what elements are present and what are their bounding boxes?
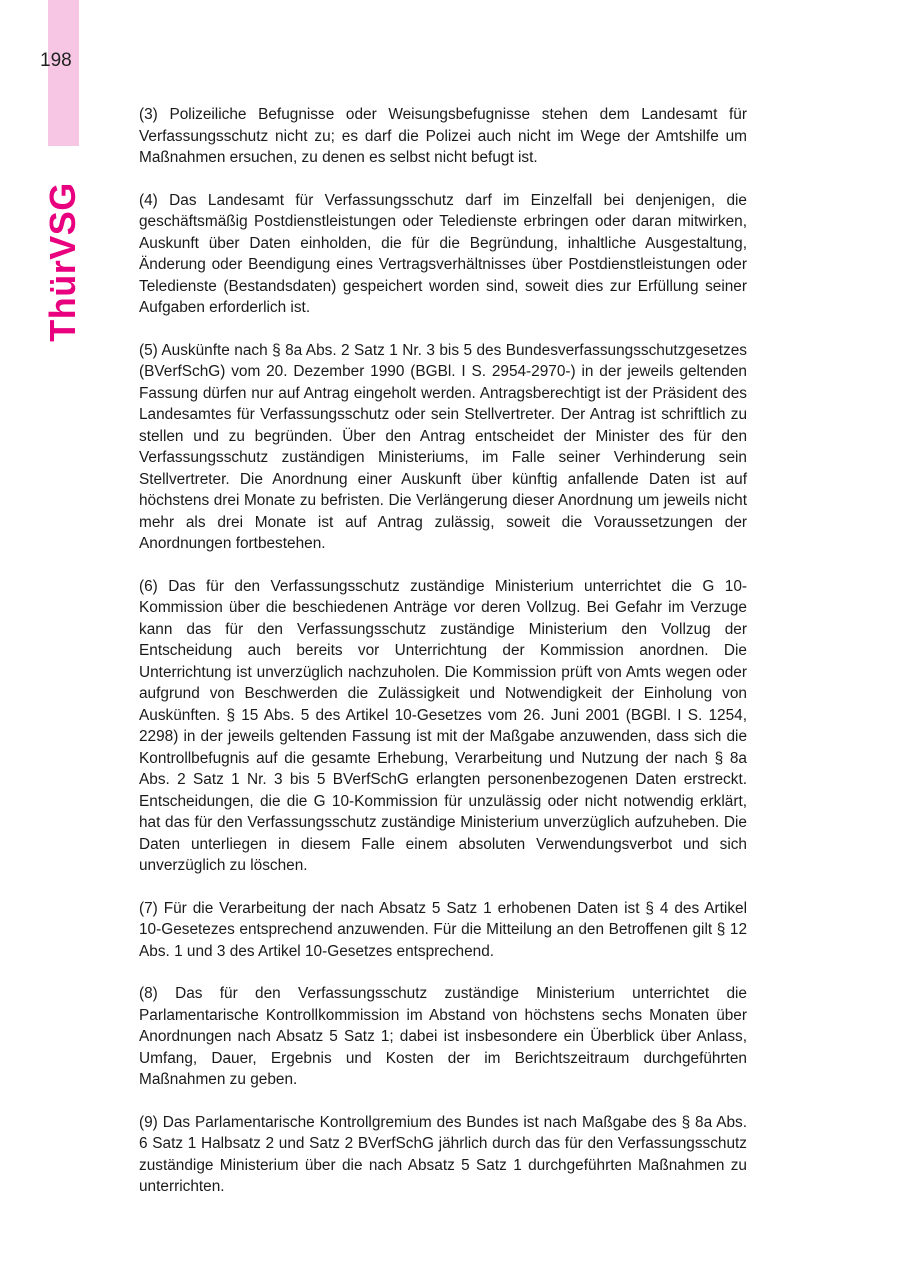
paragraph-3: (3) Polizeiliche Befugnisse oder Weisungsbefugnisse stehen dem Landesamt für Verfassungsschutz nicht zu; es darf die Polizei auch nicht im Wege der Amtshilfe um Maßnahmen ersuchen, zu denen es selbst nicht befugt ist. bbox=[139, 106, 747, 166]
paragraph-6: (6) Das für den Verfassungsschutz zuständige Ministerium unterrichtet die G 10-Kommission über die beschiedenen Anträge vor deren Vollzug. Bei Gefahr im Verzuge kann das für den Verfassungsschutz zuständige Ministerium den Vollzug der Entscheidung auch bereits vor Unterrichtung der Kommission anordnen. Die Unterrichtung ist unverzüglich nachzuholen. Die Kommission prüft von Amts wegen oder aufgrund von Beschwerden die Zulässigkeit und Notwendigkeit der Einholung von Auskünften. § 15 Abs. 5 des Artikel 10-Gesetzes vom 26. Juni 2001 (BGBl. I S. 1254, 2298) in der jeweils geltenden Fassung ist mit der Maßgabe anzuwenden, dass sich die Kontrollbefugnis auf die gesamte Erhebung, Verarbeitung und Nutzung der nach § 8a Abs. 2 Satz 1 Nr. 3 bis 5 BVerfSchG erlangten personenbezogenen Daten erstreckt. Entscheidungen, die die G 10-Kommission für unzulässig oder nicht notwendig erklärt, hat das für den Verfassungsschutz zuständige Ministerium unverzüglich aufzuheben. Die Daten unterliegen in diesem Falle einem absoluten Verwendungsverbot und sich unverzüglich zu löschen. bbox=[139, 577, 747, 874]
side-title: ThürVSG bbox=[42, 182, 83, 342]
paragraph-7: (7) Für die Verarbeitung der nach Absatz 5 Satz 1 erhobenen Daten ist § 4 des Artikel 10-Gesetezes entsprechend anzuwenden. Für die Mitteilung an den Betroffenen gilt § 12 Abs. 1 und 3 des Artikel 10-Gesetzes entsprechend. bbox=[139, 899, 747, 960]
paragraph-5: (5) Auskünfte nach § 8a Abs. 2 Satz 1 Nr. 3 bis 5 des Bundesverfassungsschutzgesetzes (BVerfSchG) vom 20. Dezember 1990 (BGBl. I S. 2954-2970-) in der jeweils geltenden Fassung dürfen nur auf Antrag eingeholt werden. Antragsberechtigt ist der Präsident des Landesamtes für Verfassungsschutz oder sein Stellvertreter. Der Antrag ist schriftlich zu stellen und zu begründen. Über den Antrag entscheidet der Minister des für den Verfassungsschutz zuständigen Ministeriums, im Falle seiner Verhinderung sein Stellvertreter. Die Anordnung einer Auskunft über künftig anfallende Daten ist auf höchstens drei Monate zu befristen. Die Verlängerung dieser Anordnung um jeweils nicht mehr als drei Monate ist auf Antrag zulässig, soweit die Voraussetzungen der Anordnungen fortbestehen. bbox=[139, 341, 747, 552]
side-color-band bbox=[48, 0, 79, 146]
document-body bbox=[139, 104, 747, 1219]
paragraph-8: (8) Das für den Verfassungsschutz zuständige Ministerium unterrichtet die Parlamentarische Kontrollkommission im Abstand von höchstens sechs Monaten über Anordnungen nach Absatz 5 Satz 1; dabei ist insbesondere ein Überblick über Anlass, Umfang, Dauer, Ergebnis und Kosten der im Berichtszeitraum durchgeführten Maßnahmen zu geben. bbox=[139, 985, 747, 1088]
paragraph-9: (9) Das Parlamentarische Kontrollgremium des Bundes ist nach Maßgabe des § 8a Abs. 6 Satz 1 Halbsatz 2 und Satz 2 BVerfSchG jährlich durch das für den Verfassungsschutz zuständige Ministerium über die nach Absatz 5 Satz 1 durchgeführten Maßnahmen zu unterrichten. bbox=[139, 1113, 747, 1195]
paragraph-4: (4) Das Landesamt für Verfassungsschutz darf im Einzelfall bei denjenigen, die geschäftsmäßig Postdienstleistungen oder Teledienste erbringen oder daran mitwirken, Auskunft über Daten einholden, die für die Begründung, inhaltliche Ausgestaltung, Änderung oder Beendigung eines Vertragsverhältnisses über Postdienstleistungen oder Teledienste (Bestandsdaten) gespeichert worden sind, soweit dies zur Erfüllung seiner Aufgaben erforderlich ist. bbox=[139, 191, 747, 316]
page-number: 198 bbox=[40, 50, 72, 71]
